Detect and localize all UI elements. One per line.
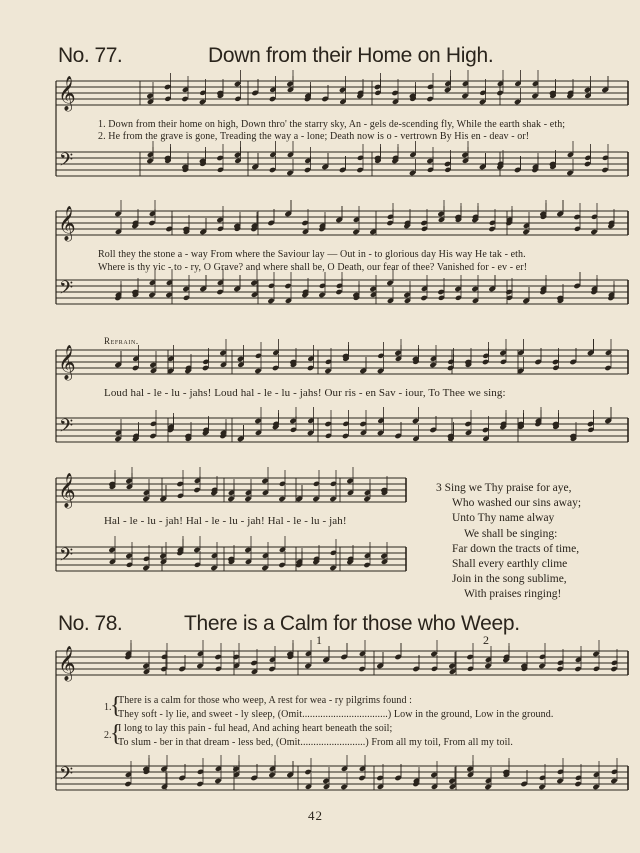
note-head bbox=[484, 784, 491, 790]
verse3-line: Join in the song sublime, bbox=[452, 573, 567, 586]
note-head bbox=[216, 217, 223, 223]
note-head bbox=[391, 90, 398, 96]
note-head bbox=[359, 421, 366, 427]
treble-clef-icon: 𝄞 bbox=[58, 646, 76, 681]
note-head bbox=[584, 161, 591, 167]
verse-1-number: 1. bbox=[104, 702, 112, 713]
note-head bbox=[181, 96, 188, 102]
note-head bbox=[601, 167, 608, 173]
note-head bbox=[358, 775, 365, 781]
note-head bbox=[148, 220, 155, 226]
note-head bbox=[479, 99, 486, 105]
note-head bbox=[552, 359, 559, 365]
note-head bbox=[538, 663, 545, 669]
note-head bbox=[377, 430, 384, 436]
verse3-line: We shall be singing: bbox=[464, 527, 558, 540]
note-head bbox=[324, 368, 331, 374]
note-head bbox=[444, 87, 451, 93]
note-head bbox=[429, 362, 436, 368]
note-head bbox=[324, 421, 331, 427]
note-head bbox=[196, 663, 203, 669]
note-head bbox=[216, 155, 223, 161]
note-head bbox=[342, 433, 349, 439]
note-head bbox=[464, 421, 471, 427]
note-head bbox=[278, 562, 285, 568]
note-head bbox=[202, 365, 209, 371]
note-head bbox=[574, 781, 581, 787]
note-head bbox=[125, 478, 132, 484]
note-head bbox=[132, 365, 139, 371]
note-head bbox=[301, 220, 308, 226]
hymn-78-verse1-line1: There is a calm for those who weep, A rest for wea - ry pilgrims found : bbox=[118, 695, 413, 706]
note-head bbox=[448, 663, 455, 669]
note-head bbox=[278, 496, 285, 502]
note-head bbox=[216, 289, 223, 295]
note-head bbox=[466, 766, 473, 772]
note-head bbox=[268, 666, 275, 672]
note-head bbox=[304, 663, 311, 669]
note-head bbox=[592, 784, 599, 790]
note-head bbox=[358, 666, 365, 672]
note-head bbox=[214, 778, 221, 784]
hymn-78-verse1-line2: They soft - ly lie, and sweet - ly sleep, (Omit.................................) Low in the ground, Low in the ground. bbox=[118, 709, 554, 720]
note-head bbox=[214, 654, 221, 660]
note-head bbox=[149, 433, 156, 439]
note-head bbox=[499, 350, 506, 356]
treble-clef-icon: 𝄞 bbox=[58, 206, 76, 241]
note-head bbox=[538, 784, 545, 790]
note-head bbox=[437, 211, 444, 217]
note-head bbox=[430, 651, 437, 657]
verse-2-brace: { bbox=[110, 721, 122, 747]
note-head bbox=[420, 220, 427, 226]
note-head bbox=[234, 152, 241, 158]
note-head bbox=[268, 772, 275, 778]
hymn-77-line1-verse1: 1. Down from their home on high, Down thro' the starry sky, An - gels de-scending fly, While the earth shak - eth; bbox=[98, 119, 566, 130]
note-head bbox=[261, 565, 268, 571]
note-head bbox=[610, 778, 617, 784]
note-head bbox=[352, 229, 359, 235]
note-head bbox=[284, 283, 291, 289]
note-head bbox=[363, 496, 370, 502]
note-head bbox=[232, 766, 239, 772]
note-head bbox=[386, 280, 393, 286]
staff bbox=[56, 350, 628, 374]
hymn-77-refrain-line: Loud hal - le - lu - jahs! Loud hal - le - lu - jahs! Our ris - en Sav - iour, To Thee we sing: bbox=[104, 387, 506, 399]
note-head bbox=[250, 660, 257, 666]
note-head bbox=[461, 152, 468, 158]
note-head bbox=[114, 436, 121, 442]
note-head bbox=[232, 654, 239, 660]
note-head bbox=[556, 666, 563, 672]
note-head bbox=[471, 286, 478, 292]
note-head bbox=[573, 214, 580, 220]
note-head bbox=[356, 167, 363, 173]
note-head bbox=[592, 651, 599, 657]
note-head bbox=[574, 666, 581, 672]
note-head bbox=[590, 229, 597, 235]
note-head bbox=[210, 565, 217, 571]
note-head bbox=[182, 286, 189, 292]
note-head bbox=[409, 170, 416, 176]
hymn-78-verse2-line1: I long to lay this pain - ful head, And aching heart beneath the soil; bbox=[118, 723, 393, 734]
note-head bbox=[159, 553, 166, 559]
note-head bbox=[374, 84, 381, 90]
hymn-77-title: Down from their Home on High. bbox=[208, 44, 494, 67]
note-head bbox=[454, 286, 461, 292]
verse3-line: With praises ringing! bbox=[464, 588, 562, 601]
note-head bbox=[219, 350, 226, 356]
note-head bbox=[227, 496, 234, 502]
note-head bbox=[386, 220, 393, 226]
hymn-78-title: There is a Calm for those who Weep. bbox=[184, 612, 520, 635]
page-number: 42 bbox=[308, 808, 323, 823]
note-head bbox=[426, 96, 433, 102]
hymn-77-line2-verse1: Roll they the stone a - way From where the Saviour lay — Out in - to glorious day His way He tak - eth. bbox=[98, 249, 526, 260]
note-head bbox=[566, 170, 573, 176]
note-head bbox=[307, 430, 314, 436]
note-head bbox=[148, 292, 155, 298]
bass-clef-icon: 𝄢 bbox=[59, 278, 74, 303]
note-head bbox=[250, 280, 257, 286]
refrain-label: Refrain. bbox=[104, 336, 139, 346]
note-head bbox=[307, 365, 314, 371]
hymn-78-verse2-line2: To slum - ber in that dream - less bed, (Omit.........................) From all my toil, From all my toil. bbox=[118, 737, 513, 748]
verse3-line: Unto Thy name alway bbox=[452, 512, 555, 525]
treble-clef-icon: 𝄞 bbox=[58, 76, 76, 111]
note-head bbox=[304, 769, 311, 775]
first-ending-marker: 1 bbox=[316, 633, 323, 647]
note-head bbox=[329, 565, 336, 571]
note-head bbox=[447, 365, 454, 371]
note-head bbox=[125, 553, 132, 559]
note-head bbox=[482, 359, 489, 365]
note-head bbox=[272, 365, 279, 371]
note-head bbox=[269, 167, 276, 173]
note-head bbox=[160, 766, 167, 772]
note-head bbox=[448, 778, 455, 784]
note-head bbox=[254, 368, 261, 374]
note-head bbox=[146, 158, 153, 164]
note-head bbox=[376, 775, 383, 781]
note-head bbox=[339, 87, 346, 93]
staff bbox=[56, 152, 628, 176]
note-head bbox=[196, 781, 203, 787]
note-head bbox=[556, 778, 563, 784]
note-head bbox=[199, 99, 206, 105]
note-head bbox=[289, 418, 296, 424]
note-head bbox=[505, 289, 512, 295]
note-head bbox=[267, 298, 274, 304]
note-head bbox=[304, 167, 311, 173]
note-head bbox=[377, 368, 384, 374]
bass-clef-icon: 𝄢 bbox=[59, 150, 74, 175]
note-head bbox=[286, 81, 293, 87]
note-head bbox=[514, 99, 521, 105]
note-head bbox=[176, 481, 183, 487]
note-head bbox=[466, 654, 473, 660]
note-head bbox=[237, 356, 244, 362]
verse3-line: Who washed our sins away; bbox=[452, 497, 582, 510]
hymn-77-verse-3 bbox=[436, 481, 581, 603]
second-ending-marker: 2 bbox=[483, 633, 490, 647]
note-head bbox=[164, 84, 171, 90]
verse-1-brace: { bbox=[110, 693, 122, 719]
hymn-78-number: No. 78. bbox=[58, 612, 123, 635]
note-head bbox=[484, 663, 491, 669]
treble-clef-icon: 𝄞 bbox=[58, 345, 76, 380]
note-head bbox=[261, 478, 268, 484]
note-head bbox=[426, 158, 433, 164]
note-head bbox=[363, 562, 370, 568]
note-head bbox=[522, 229, 529, 235]
note-head bbox=[610, 666, 617, 672]
note-head bbox=[193, 547, 200, 553]
note-head bbox=[269, 96, 276, 102]
bass-clef-icon: 𝄢 bbox=[59, 764, 74, 789]
note-head bbox=[604, 365, 611, 371]
note-head bbox=[335, 289, 342, 295]
note-head bbox=[244, 496, 251, 502]
note-head bbox=[430, 772, 437, 778]
note-head bbox=[437, 289, 444, 295]
note-head bbox=[444, 161, 451, 167]
note-head bbox=[380, 553, 387, 559]
note-head bbox=[193, 487, 200, 493]
note-head bbox=[394, 350, 401, 356]
staff bbox=[56, 651, 628, 675]
note-head bbox=[420, 295, 427, 301]
note-head bbox=[461, 93, 468, 99]
note-head bbox=[340, 784, 347, 790]
note-head bbox=[587, 421, 594, 427]
bass-clef-icon: 𝄢 bbox=[59, 545, 74, 570]
note-head bbox=[318, 292, 325, 298]
staff bbox=[56, 418, 628, 442]
note-head bbox=[108, 547, 115, 553]
note-head bbox=[254, 418, 261, 424]
note-head bbox=[412, 418, 419, 424]
note-head bbox=[244, 547, 251, 553]
note-head bbox=[488, 226, 495, 232]
note-head bbox=[496, 90, 503, 96]
note-head bbox=[312, 496, 319, 502]
verse3-line: Shall every earthly clime bbox=[452, 558, 568, 571]
note-head bbox=[346, 478, 353, 484]
hymn-77-line2-verse2: Where is thy vic - to - ry, O Grave? and where shall be, O Death, our fear of thee? Vanished for - ev - er! bbox=[98, 262, 528, 273]
note-head bbox=[146, 93, 153, 99]
note-head bbox=[482, 427, 489, 433]
note-head bbox=[531, 93, 538, 99]
note-head bbox=[142, 496, 149, 502]
treble-clef-icon: 𝄞 bbox=[58, 473, 76, 508]
note-head bbox=[149, 362, 156, 368]
verse3-line: Far down the tracts of time, bbox=[452, 542, 580, 555]
note-head bbox=[114, 211, 121, 217]
note-head bbox=[329, 496, 336, 502]
note-head bbox=[142, 663, 149, 669]
note-head bbox=[142, 565, 149, 571]
hymn-77-line1-verse2: 2. He from the grave is gone, Treading the way a - lone; Death now is o - vertrown By His en - deav - or! bbox=[98, 131, 530, 142]
hymn-77-final-line: Hal - le - lu - jah! Hal - le - lu - jah! Hal - le - lu - jah! bbox=[104, 515, 347, 527]
bass-clef-icon: 𝄢 bbox=[59, 416, 74, 441]
note-head bbox=[160, 666, 167, 672]
note-head bbox=[234, 81, 241, 87]
hymn-77-number: No. 77. bbox=[58, 44, 123, 67]
note-head bbox=[322, 778, 329, 784]
verse3-line: 3 Sing we Thy praise for aye, bbox=[436, 482, 572, 494]
note-head bbox=[286, 170, 293, 176]
note-head bbox=[584, 87, 591, 93]
verse-2-number: 2. bbox=[104, 730, 112, 741]
note-head bbox=[403, 292, 410, 298]
note-head bbox=[124, 781, 131, 787]
